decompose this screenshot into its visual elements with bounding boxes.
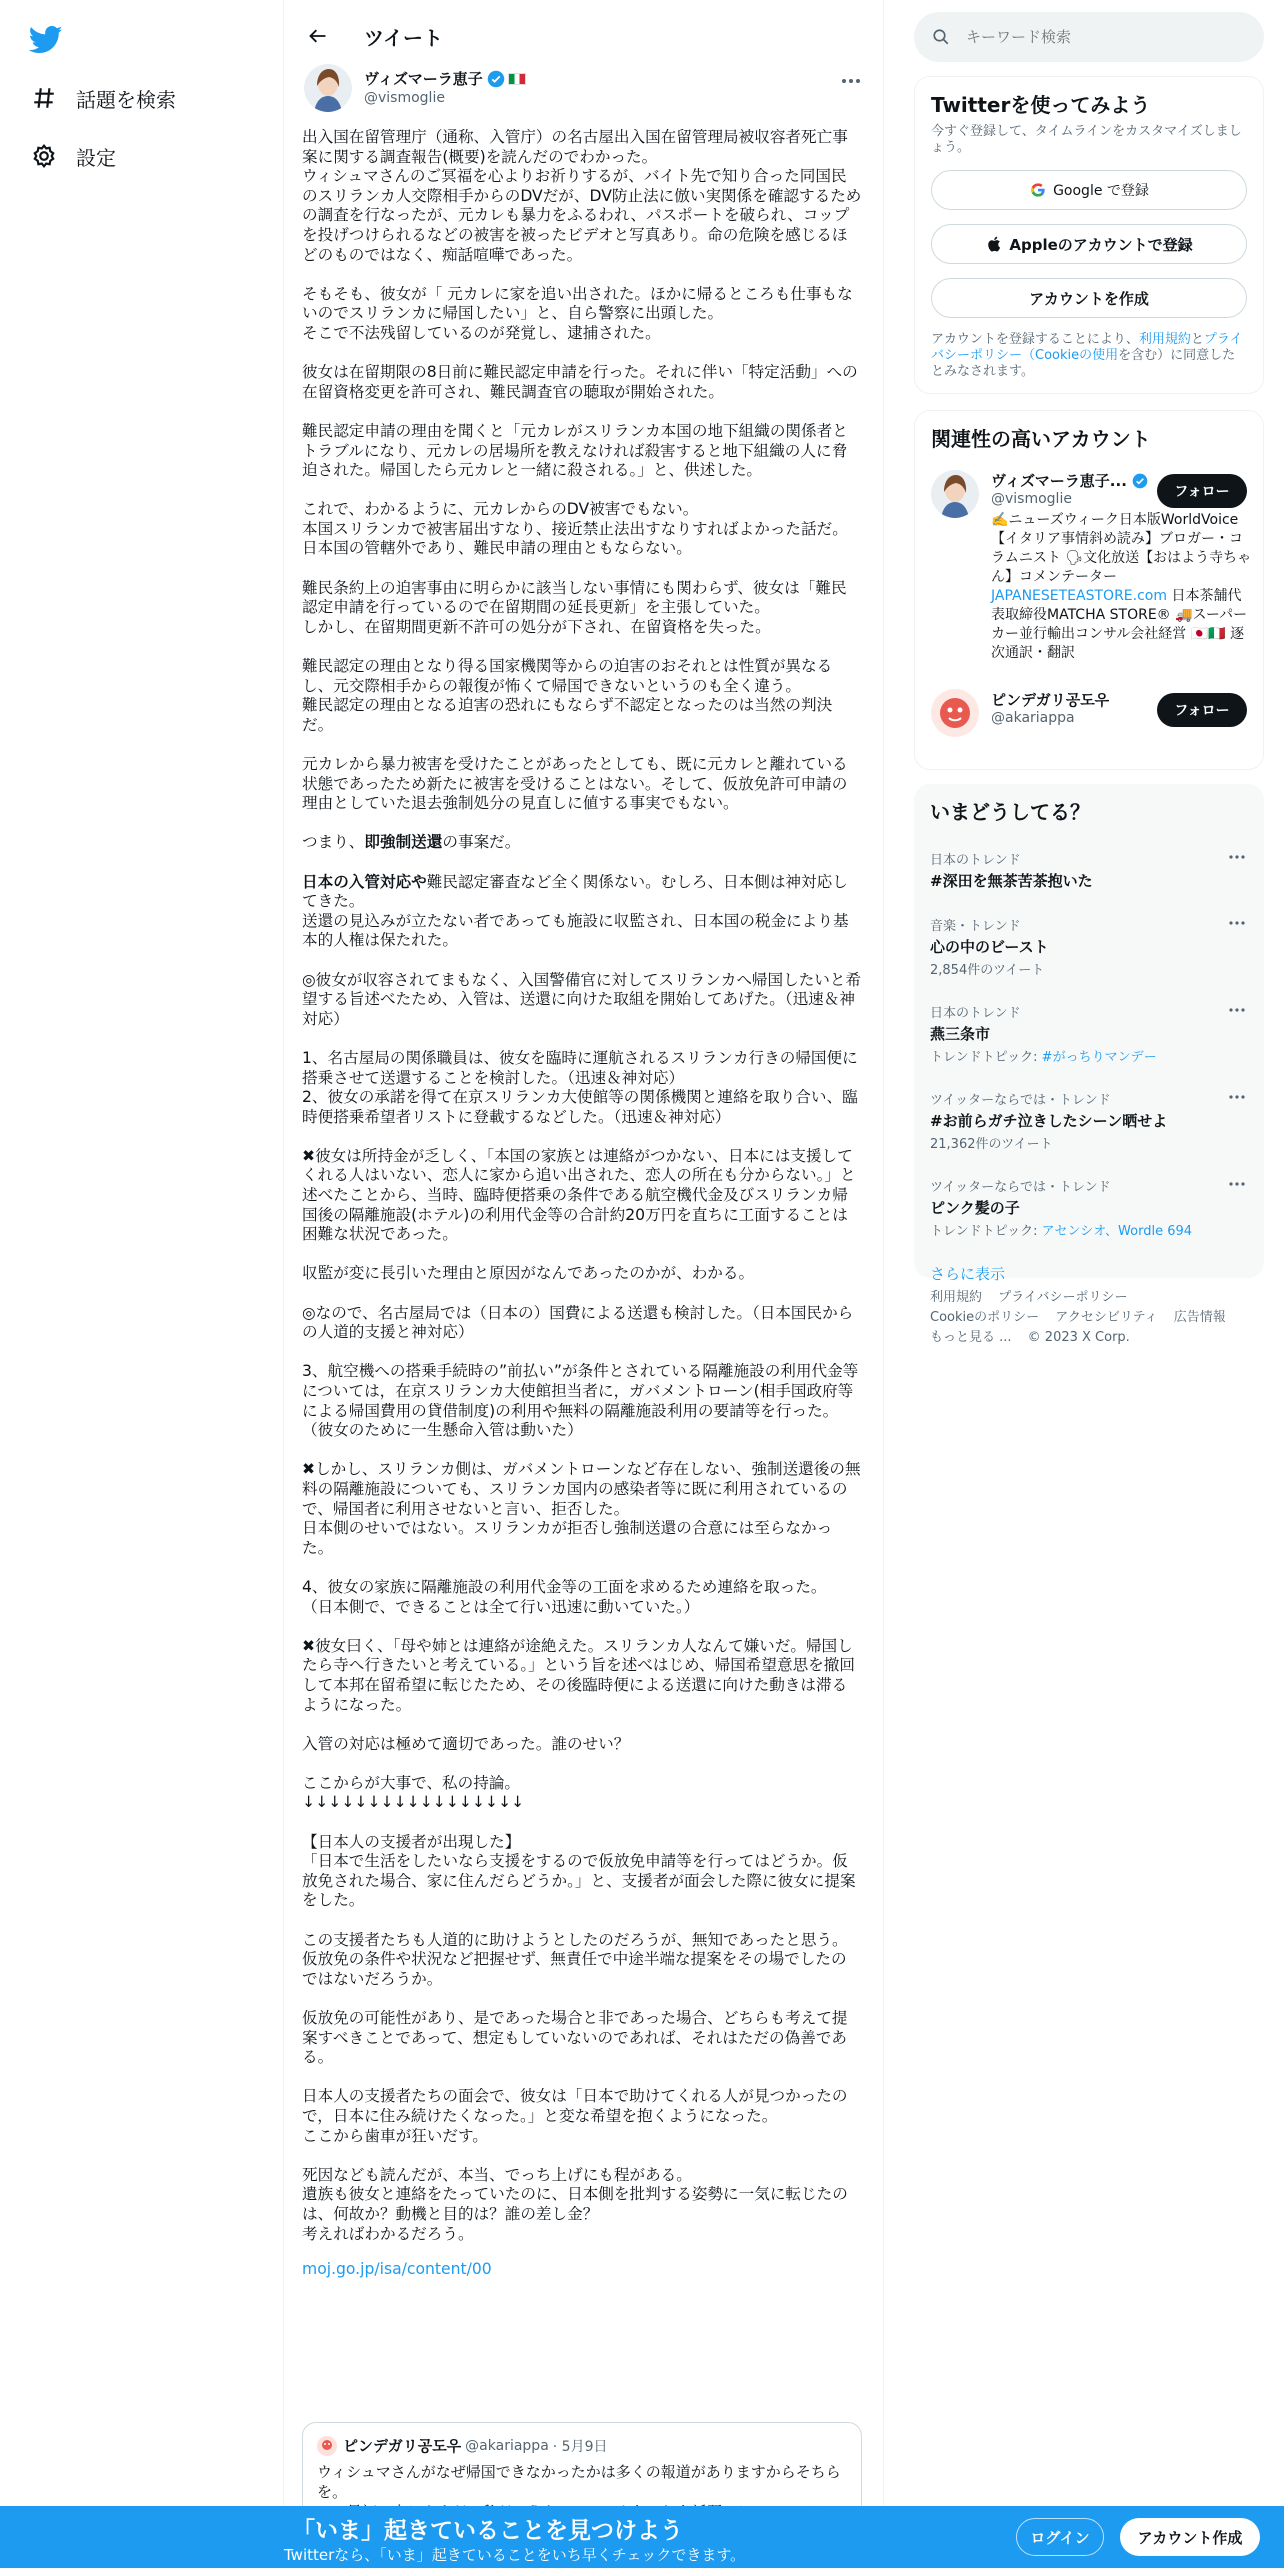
tweet-paragraph: 1、名古屋局の関係職員は、彼女を臨時に運航されるスリランカ行きの帰国便に搭乗させて送還することを検討した。（迅速＆神対応） 2、彼女の承諾を得て在京スリランカ大使館等の関係機関と連絡を取り合い、臨時便搭乗希望者リストに登載するなどした。（迅速＆神対応） bbox=[302, 1048, 858, 1126]
tweet-paragraph: 仮放免の可能性があり、是であった場合と非であった場合、どちらも考えて提案すべきことであって、想定もしていないのであれば、それはただの偽善である。 bbox=[302, 2009, 848, 2067]
nav-explore-label: 話題を検索 bbox=[76, 87, 176, 112]
legal-suffix: を含む）に同意したとみなされます。 bbox=[931, 348, 1236, 379]
login-button[interactable]: ログイン bbox=[1016, 2518, 1104, 2556]
more-options-icon[interactable] bbox=[1226, 849, 1248, 865]
create-account-button[interactable] bbox=[931, 278, 1247, 318]
tweet-paragraph: ✖彼女は所持金が乏しく、「本国の家族とは連絡がつかない、日本には支援してくれる人はいない、恋人に家から追い出された、恋人の所在も分からない。」と述べたことから、当時、臨時便搭乗の条件である航空機代金及びスリランカ帰国後の隔離施設(ホテル)の利用代金等の合計約20万円を直ちに工面することは困難な状況であった。 bbox=[302, 1146, 856, 1244]
trend-topic bbox=[930, 1220, 1248, 1239]
tweet-paragraph: ✖彼女曰く、「母や姉とは連絡が途絶えた。スリランカ人なんて嫌いだ。帰国したら寺へ行きたいと考えている。」という旨を述べはじめ、帰国希望意思を撤回して本邦在留希望に転じたため、その後臨時便による送還に向けた動きは滞るようになった。 bbox=[302, 1636, 855, 1714]
tweet-paragraph: 難民認定の理由となり得る国家機関等からの迫害のおそれとは性質が異なるし、元交際相手からの報復が怖くて帰国できないというのも全く違う。 難民認定の理由となる迫害の恐れにもならず不認定となったのは当然の判決だ。 bbox=[302, 657, 833, 734]
trend-topic-prefix: トレンドトピック: bbox=[930, 1224, 1042, 1239]
gear-icon bbox=[28, 140, 60, 172]
trend-name: ピンク髪の子 bbox=[930, 1199, 1020, 1217]
quote-name: ピンデガリ공도우 bbox=[343, 2437, 462, 2455]
terms-link[interactable]: 利用規約 bbox=[1138, 332, 1191, 347]
tweet-paragraph: 彼女は在留期限の8日前に難民認定申請を行った。それに伴い「特定活動」への在留資格変更を許可され、難民調査官の聴取が開始された。 bbox=[302, 363, 858, 401]
account-name-text: ヴィズマーラ恵子... bbox=[991, 472, 1127, 490]
trend-item[interactable] bbox=[930, 849, 1248, 891]
tweet-paragraph: この支援者たちも人道的に助けようとしたのだろうが、無知であったと思う。仮放免の条件や状況など把握せず、無責任で中途半端な提案をその場でしたのではないだろうか。 bbox=[302, 1930, 848, 1988]
bio-link[interactable]: JAPANESETEASTORE.com bbox=[991, 588, 1167, 604]
account-name bbox=[991, 689, 1151, 710]
account-avatar bbox=[931, 689, 979, 737]
account-avatar bbox=[931, 470, 979, 518]
quote-handle: @akariappa bbox=[465, 2437, 549, 2454]
footer-link[interactable]: プライバシーポリシー bbox=[998, 1290, 1128, 1305]
show-more-link[interactable]: さらに表示 bbox=[930, 1265, 1006, 1283]
tweet-paragraph: 【日本人の支援者が出現した】 「日本で生活をしたいなら支援をするので仮放免申請等を行ってはどうか。仮放免された場合、家に住んだらどうか。」と、支援者が面会した際に彼女に提案をした。 bbox=[302, 1832, 856, 1910]
bio-text-2: 日本茶舗代表取締役MATCHA STORE® 🚚スーパーカー並行輸出コンサル会社経営 🇯🇵🇮🇹 逐次通訳・翻訳 bbox=[991, 588, 1248, 661]
left-navigation bbox=[0, 0, 284, 2568]
footer-link[interactable]: もっと見る ... bbox=[930, 1330, 1012, 1345]
signup-subtitle: 今すぐ登録して、タイムラインをカスタマイズしましょう。 bbox=[931, 124, 1242, 155]
signup-card bbox=[914, 76, 1264, 394]
search-input[interactable] bbox=[966, 29, 1226, 46]
account-name bbox=[991, 470, 1151, 491]
trend-name: 燕三条市 bbox=[930, 1025, 991, 1043]
account-bio bbox=[991, 511, 1253, 663]
more-options-icon[interactable] bbox=[1226, 1176, 1248, 1192]
signup-banner bbox=[0, 2506, 1284, 2568]
google-signup-button[interactable] bbox=[931, 170, 1247, 210]
nav-explore[interactable] bbox=[28, 78, 176, 118]
trend-topic bbox=[930, 1046, 1248, 1065]
trend-topic-prefix: トレンドトピック: bbox=[930, 1050, 1042, 1065]
trend-item[interactable] bbox=[930, 1176, 1248, 1239]
signup-button[interactable]: アカウント作成 bbox=[1120, 2518, 1260, 2556]
tweet-paragraph: ✖しかし、スリランカ側は、ガバメントローンなど存在しない、強制送還後の無料の隔離施設についても、スリランカ国内の感染者等に既に利用されているので、帰国者に利用させないと言い、拒否した。 日本側のせいではない。スリランカが拒否し強制送還の合意には至らなかった。 bbox=[302, 1460, 861, 1557]
google-signup-label: Google で登録 bbox=[1053, 183, 1149, 199]
trends-card bbox=[914, 784, 1264, 1283]
quoted-tweet-header bbox=[317, 2435, 847, 2456]
banner-subtitle: Twitterなら、「いま」起きていることをいち早くチェックできます。 bbox=[284, 2546, 746, 2564]
more-options-icon[interactable] bbox=[1226, 915, 1248, 931]
tweet-paragraph: 3、航空機への搭乗手続時の”前払い”が条件とされている隔離施設の利用代金等については，在京スリランカ大使館担当者に，ガバメントローン(相手国政府等による帰国費用の貸借制度)の利用や無料の隔離施設利用の要請等を行った。 （彼女のために一生懸命入管は動いた） bbox=[302, 1362, 859, 1440]
related-accounts-card bbox=[914, 410, 1264, 770]
related-account[interactable] bbox=[931, 470, 1252, 663]
trend-name: #お前らガチ泣きしたシーン晒せよ bbox=[930, 1112, 1168, 1130]
legal-and: と bbox=[1190, 332, 1204, 347]
tweet-link[interactable]: moj.go.jp/isa/content/00 bbox=[302, 2259, 492, 2278]
quote-text: ウィシュマさんがなぜ帰国できなかったかは多くの報道がありますからそちらを。 bbox=[317, 2463, 841, 2501]
create-account-label: アカウントを作成 bbox=[1029, 289, 1149, 308]
search-icon bbox=[932, 28, 950, 46]
apple-icon bbox=[985, 235, 1003, 253]
quote-date: · 5月9日 bbox=[552, 2438, 608, 2455]
hashtag-icon bbox=[28, 82, 60, 114]
footer-link[interactable]: アクセシビリティ bbox=[1055, 1310, 1158, 1325]
trend-item[interactable] bbox=[930, 1089, 1248, 1152]
google-icon bbox=[1029, 181, 1047, 199]
signup-legal bbox=[931, 332, 1247, 380]
trend-topic-link[interactable]: #がっちりマンデー bbox=[1041, 1050, 1157, 1065]
trend-category: 日本のトレンド bbox=[930, 853, 1021, 868]
trend-name: #深田を無茶苦茶抱いた bbox=[930, 872, 1093, 890]
tweet-paragraph: ◎彼女が収容されてまもなく、入国警備官に対してスリランカへ帰国したいと希望する旨述べたため、入管は、送還に向けた取組を開始してあげた。（迅速＆神対応） bbox=[302, 970, 862, 1028]
bio-text: ✍️ニューズウィーク日本版WorldVoice【イタリア事情斜め読み】ブロガー・コラムニスト 🗣文化放送【おはよう寺ちゃん】コメンテーター bbox=[991, 512, 1252, 585]
privacy-link[interactable]: プライバシーポリシー（Cookieの使用 bbox=[931, 332, 1243, 363]
trend-item[interactable] bbox=[930, 1002, 1248, 1065]
trend-count: 2,854件のツイート bbox=[930, 963, 1045, 978]
tweet-header bbox=[284, 0, 883, 72]
page-title: ツイート bbox=[364, 25, 443, 50]
trend-count: 21,362件のツイート bbox=[930, 1137, 1053, 1152]
more-options-icon[interactable] bbox=[1226, 1089, 1248, 1105]
main-column bbox=[284, 0, 884, 2568]
legal-prefix: アカウントを登録することにより、 bbox=[931, 332, 1139, 347]
tweet-paragraph: 死因なども読んだが、本当、でっち上げにも程がある。 遺族も彼女と連絡をたっていたのに、日本側を批判する姿勢に一気に転じたのは、何故か？動機と目的は？誰の差し金？ 考えればわかるだろう。 bbox=[302, 2165, 848, 2243]
back-arrow-icon[interactable] bbox=[300, 18, 336, 54]
author-handle: @vismoglie bbox=[364, 90, 445, 106]
apple-signup-button[interactable] bbox=[931, 224, 1247, 264]
author-name-text: ヴィズマーラ恵子 bbox=[364, 70, 483, 88]
related-title: 関連性の高いアカウント bbox=[931, 427, 1151, 451]
tweet-paragraph: 日本の入管対応や難民認定審査など全く関係ない。むしろ、日本側は神対応してきた。 送還の見込みが立たない者であっても施設に収監され、日本国の税金により基本的人権は保たれた。 bbox=[302, 872, 849, 950]
twitter-logo-icon[interactable] bbox=[28, 22, 64, 58]
trend-category: 音楽・トレンド bbox=[930, 919, 1021, 934]
verified-badge-icon bbox=[1131, 472, 1149, 490]
trend-topic-link[interactable]: アセンシオ、Wordle 694 bbox=[1041, 1224, 1193, 1239]
trend-name: 心の中のビースト bbox=[930, 938, 1049, 956]
tweet-paragraph: これで、わかるように、元カレからのDV被害でもない。 本国スリランカで被害届出すなり、接近禁止法出すなりすればよかった話だ。 日本国の管轄外であり、難民申請の理由ともならない。 bbox=[302, 500, 848, 558]
tweet-paragraph: 入管の対応は極めて適切であった。誰のせい？ bbox=[302, 1734, 630, 1753]
tweet-paragraph: そもそも、彼女が「 元カレに家を追い出された。ほかに帰るところも仕事もないのでスリランカに帰国したい」と、自ら警察に出頭した。 そこで不法残留しているのが発覚し、逮捕された。 bbox=[302, 284, 853, 342]
author-avatar[interactable] bbox=[304, 64, 352, 112]
tweet-paragraph: 日本人の支援者たちの面会で、彼女は「日本で助けてくれる人が見つかったので，日本に住み続けたくなった。」と変な希望を抱くようになった。 ここから歯車が狂いだす。 bbox=[302, 2087, 848, 2145]
nav-settings[interactable] bbox=[28, 136, 116, 176]
footer-link[interactable]: Cookieのポリシー bbox=[930, 1310, 1040, 1325]
tweet-paragraph: 難民認定申請の理由を聞くと「元カレがスリランカ本国の地下組織の関係者とトラブルになり、元カレの居場所を教えなければ殺害すると地下組織の人に脅迫された。帰国したら元カレと一緒に殺される。」と、供述した。 bbox=[302, 421, 848, 480]
trend-item[interactable] bbox=[930, 915, 1248, 978]
trend-category: 日本のトレンド bbox=[930, 1006, 1021, 1021]
tweet-paragraph: 元カレから暴力被害を受けたことがあったとしても、既に元カレと離れている状態であったため新たに被害を受けることはない。そして、仮放免許可申請の理由としていた退去強制処分の見直しに値する事実でもない。 bbox=[302, 755, 848, 813]
footer-links bbox=[930, 1288, 1250, 1348]
more-options-icon[interactable] bbox=[1226, 1002, 1248, 1018]
footer-link[interactable]: 利用規約 bbox=[930, 1290, 983, 1305]
signup-title: Twitterを使ってみよう bbox=[931, 93, 1151, 117]
tweet-author bbox=[304, 64, 867, 116]
quote-avatar bbox=[317, 2436, 337, 2456]
trend-category: ツイッターならでは・トレンド bbox=[930, 1180, 1111, 1195]
tweet-paragraph: 収監が変に長引いた理由と原因がなんであったのかが、わかる。 bbox=[302, 1264, 755, 1283]
trends-title: いまどうしてる？ bbox=[930, 800, 1090, 824]
verified-badge-icon bbox=[487, 70, 505, 88]
apple-signup-label: Appleのアカウントで登録 bbox=[1009, 235, 1193, 254]
related-account[interactable] bbox=[931, 689, 1247, 726]
follow-button[interactable]: フォロー bbox=[1157, 474, 1247, 508]
follow-button[interactable]: フォロー bbox=[1157, 693, 1247, 727]
trend-category: ツイッターならでは・トレンド bbox=[930, 1093, 1111, 1108]
account-name-text: ピンデガリ공도우 bbox=[991, 691, 1110, 709]
search-box[interactable] bbox=[914, 12, 1264, 62]
account-handle: @vismoglie bbox=[991, 491, 1072, 507]
tweet-paragraph: 4、彼女の家族に隔離施設の利用代金等の工面を求めるため連絡を取った。 （日本側で、できることは全て行い迅速に動いていた。） bbox=[302, 1577, 827, 1616]
tweet-paragraph: 難民条約上の迫害事由に明らかに該当しない事情にも関わらず、彼女は「難民認定申請を行っているので在留期間の延長更新」を主張していた。 しかし、在留期間更新不許可の処分が下され、在留資格を失った。 bbox=[302, 578, 847, 636]
nav-settings-label: 設定 bbox=[76, 145, 116, 170]
italy-flag-icon bbox=[508, 73, 526, 85]
tweet-body bbox=[302, 128, 862, 2279]
copyright: © 2023 X Corp. bbox=[1027, 1330, 1130, 1345]
author-name[interactable] bbox=[364, 68, 526, 89]
account-handle: @akariappa bbox=[991, 710, 1075, 726]
footer-link[interactable]: 広告情報 bbox=[1173, 1310, 1226, 1325]
tweet-paragraph: ◎なので、名古屋局では（日本の）国費による送還も検討した。（日本国民からの人道的支援と神対応） bbox=[302, 1303, 854, 1342]
tweet-paragraph: ここからが大事で、私の持論。 ↓↓↓↓↓↓↓↓↓↓↓↓↓↓↓↓↓ bbox=[302, 1773, 525, 1812]
tweet-paragraph: 出入国在留管理庁（通称、入管庁）の名古屋出入国在留管理局被収容者死亡事案に関する調査報告(概要)を読んだのでわかった。 ウィシュマさんのご冥福を心よりお祈りするが、バイト先で知り合った同国民のスリランカ人交際相手からのDVだが、DV防止法に倣い実関係を確認するための調査を行なったが、元カレも暴力をふるわれ、パスポートを破られ、コップを投げつけられるなどの被害を被ったビデオと写真あり。命の危険を感じるほどのものではなく、痴話喧嘩であった。 bbox=[302, 128, 862, 264]
more-options-icon[interactable] bbox=[835, 70, 867, 92]
tweet-paragraph: つまり、即強制送還の事案だ。 bbox=[302, 833, 521, 852]
banner-title: 「いま」起きていることを見つけよう bbox=[292, 2518, 683, 2544]
